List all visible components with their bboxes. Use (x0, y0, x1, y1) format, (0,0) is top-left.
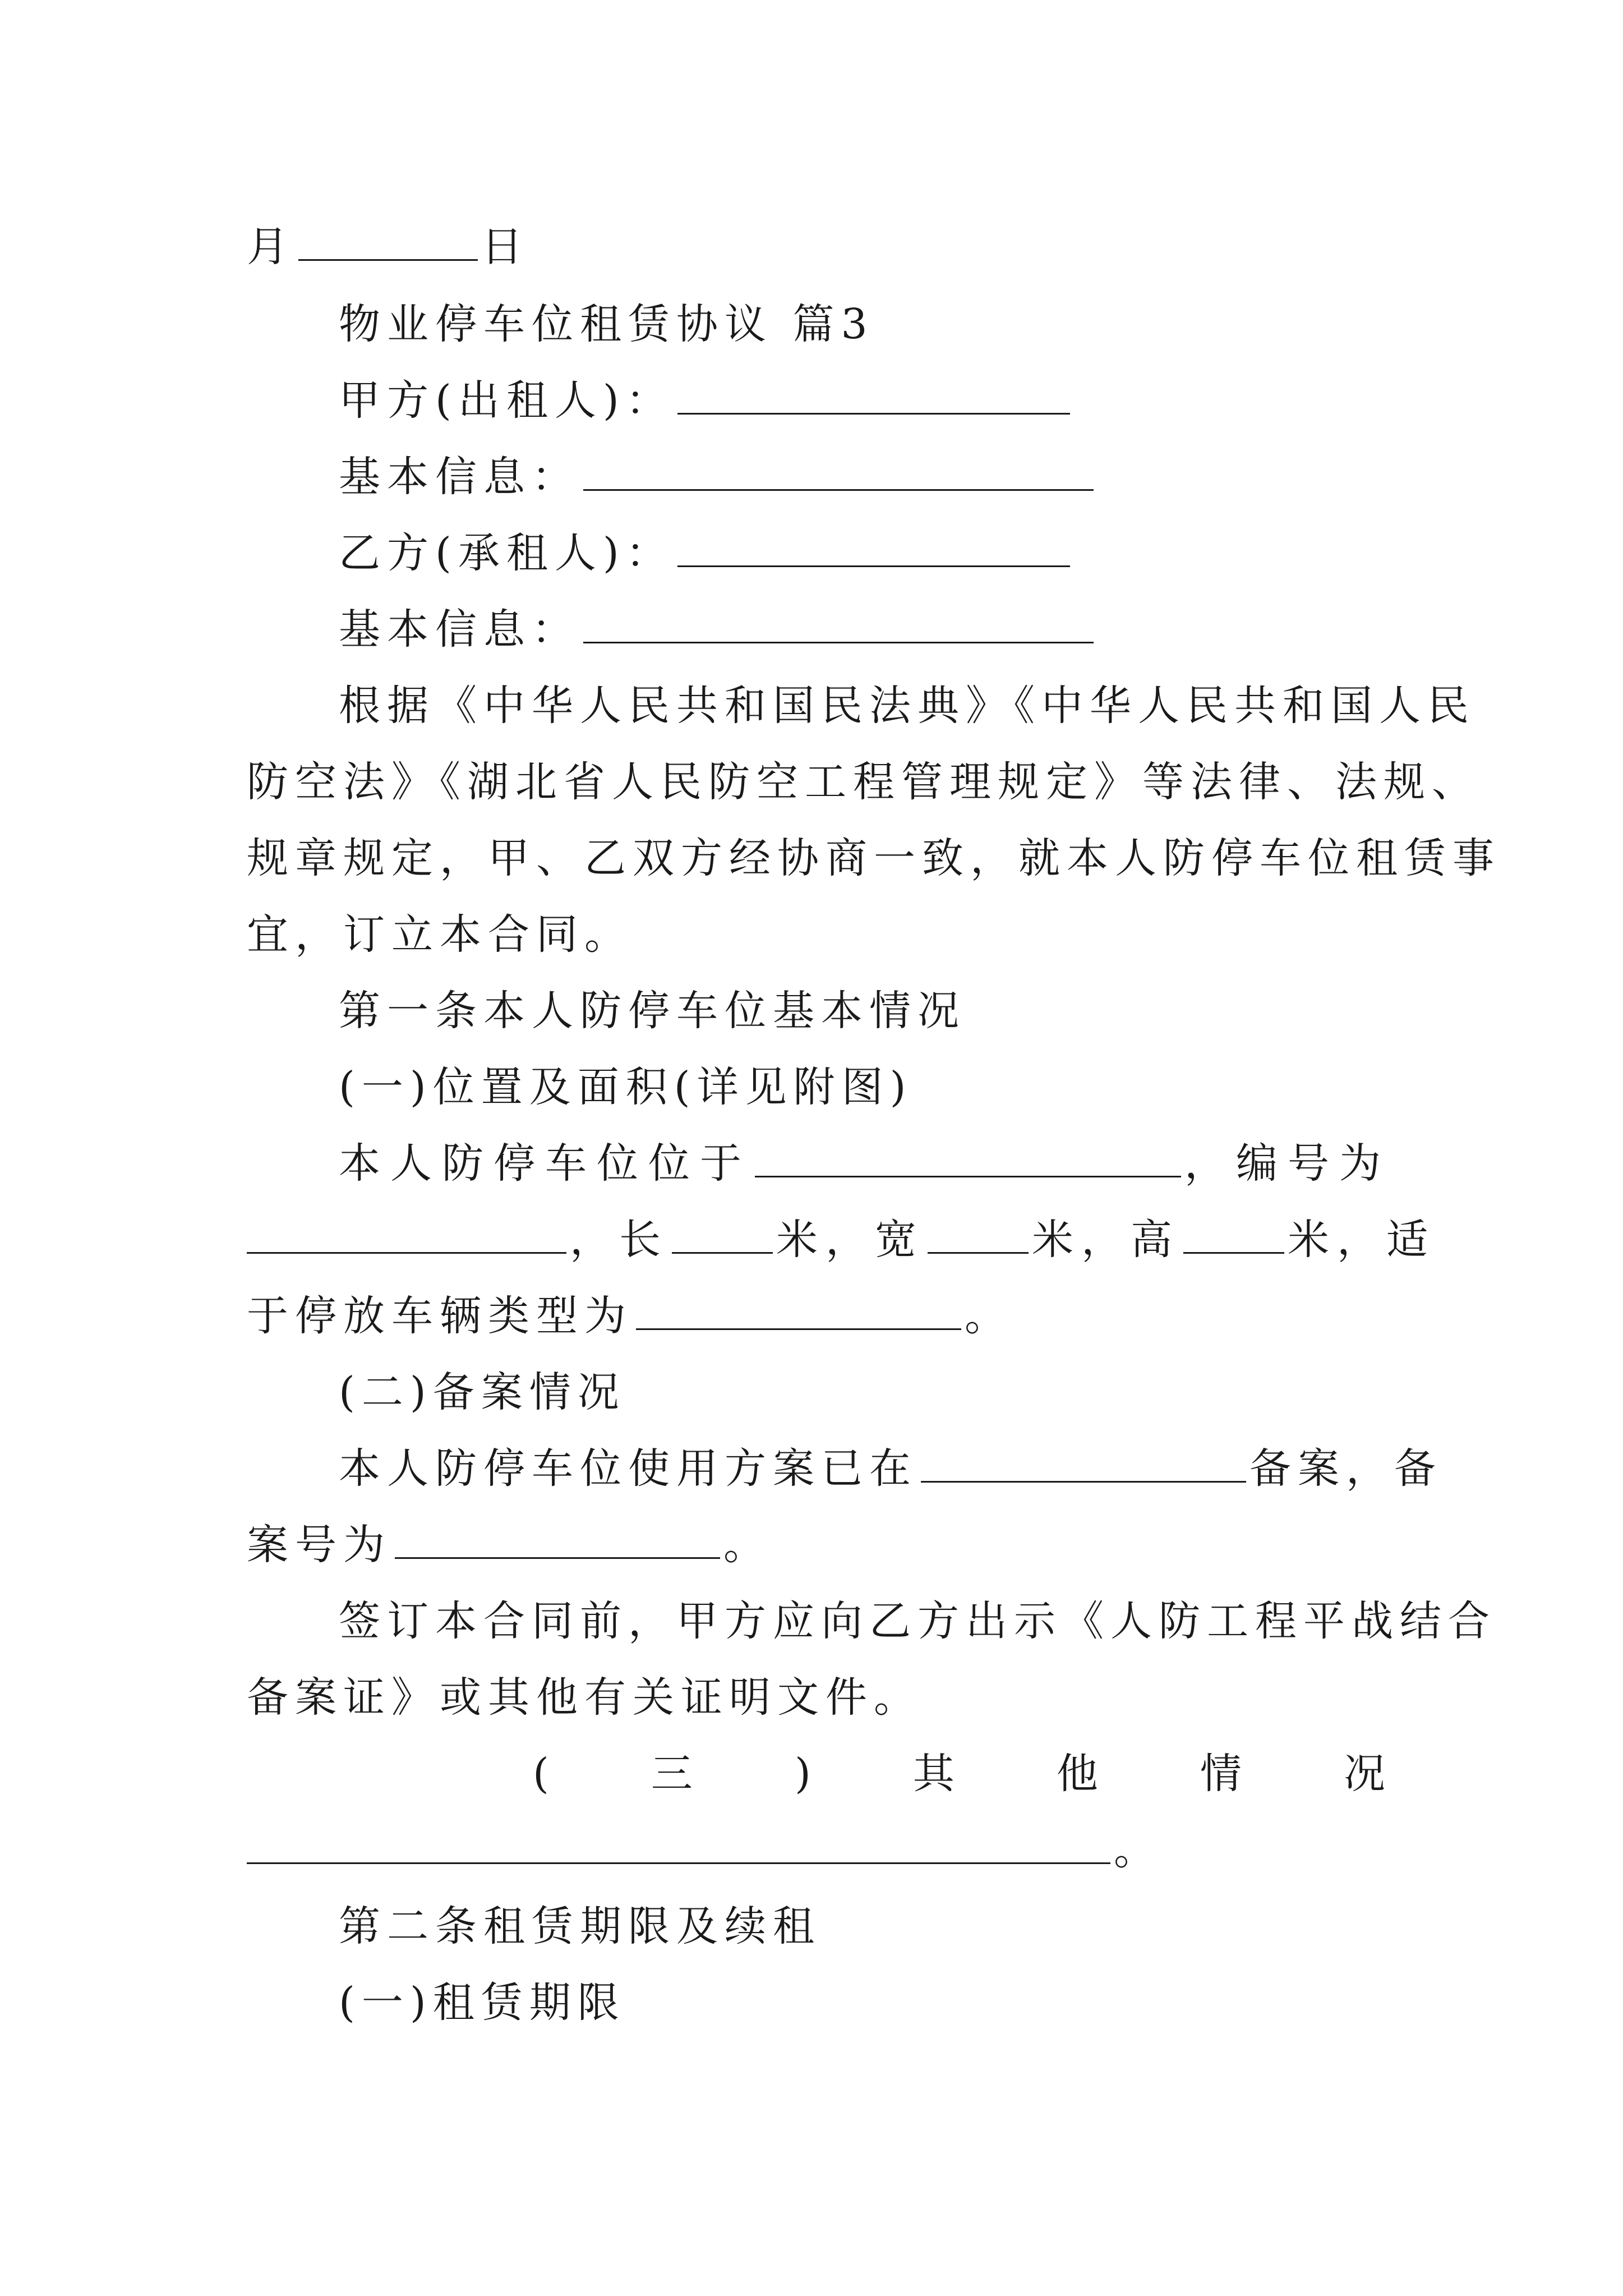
paragraph-line: 备案证》或其他有关证明文件。 (247, 1673, 922, 1722)
location-label: 本人防停车位位于 (339, 1139, 751, 1188)
day-blank (298, 223, 478, 261)
location-line (339, 1135, 1391, 1191)
record-line (339, 1441, 1442, 1497)
record-number-blank (395, 1521, 720, 1559)
heading-char: ) (794, 1750, 811, 1798)
vehicle-type-label: 于停放车辆类型为 (247, 1292, 633, 1340)
number-label: ，编号为 (1184, 1139, 1391, 1188)
party-b-info-line (339, 601, 1385, 657)
number-blank (247, 1216, 566, 1254)
party-a-info-blank (583, 453, 1094, 491)
width-label: 米，宽 (776, 1216, 924, 1264)
width-blank (928, 1216, 1029, 1254)
other-situation-line (247, 1822, 1385, 1878)
paragraph-line: 签订本合同前，甲方应向乙方出示《人防工程平战结合 (339, 1597, 1496, 1645)
basic-info-label: 基本信息： (339, 453, 580, 501)
height-label: 米，高 (1032, 1216, 1180, 1264)
party-b-label: 乙方(承租人)： (339, 529, 674, 577)
party-b-blank (677, 530, 1070, 567)
date-line (247, 219, 1385, 275)
document-title: 物业停车位租赁协议 篇3 (339, 300, 874, 348)
period-mark: 。 (965, 1292, 1013, 1340)
record-place-blank (921, 1445, 1246, 1483)
heading-char: 情 (1200, 1750, 1242, 1798)
party-a-label: 甲方(出租人)： (339, 376, 674, 425)
heading-char: 他 (1056, 1750, 1098, 1798)
heading-char: 况 (1343, 1750, 1385, 1798)
record-label: 本人防停车位使用方案已在 (339, 1444, 917, 1493)
length-label: ，长 (570, 1216, 668, 1264)
article-1-heading: 第一条本人防停车位基本情况 (339, 987, 966, 1035)
heading-char: ( (533, 1750, 549, 1798)
paragraph-line: 宜，订立本合同。 (247, 910, 633, 959)
suitable-label: 米，适 (1288, 1216, 1436, 1264)
paragraph-line: 规章规定，甲、乙双方经协商一致，就本人防停车位租赁事 (247, 834, 1501, 882)
article-2-heading: 第二条租赁期限及续租 (339, 1902, 821, 1950)
period-mark: 。 (1114, 1826, 1162, 1874)
basic-info-label: 基本信息： (339, 605, 580, 654)
party-a-blank (677, 377, 1070, 415)
record-number-label: 案号为 (247, 1521, 391, 1569)
party-a-info-line (339, 449, 1385, 505)
vehicle-type-line (247, 1288, 1385, 1344)
day-label: 日 (481, 223, 529, 271)
party-b-line (339, 525, 1385, 581)
heading-char: 其 (912, 1750, 955, 1798)
section-4-heading: (一)租赁期限 (339, 1978, 626, 2027)
length-blank (672, 1216, 773, 1254)
party-b-info-blank (583, 606, 1094, 643)
record-label-2: 备案，备 (1249, 1444, 1442, 1493)
size-line (247, 1212, 1436, 1268)
heading-char: 三 (651, 1750, 693, 1798)
location-blank (755, 1140, 1181, 1177)
vehicle-type-blank (636, 1292, 961, 1330)
paragraph-line: 防空法》《湖北省人民防空工程管理规定》等法律、法规、 (247, 758, 1480, 806)
paragraph-line: 根据《中华人民共和国民法典》《中华人民共和国人民 (339, 682, 1476, 730)
section-3-heading (533, 1746, 1385, 1802)
month-label: 月 (247, 223, 295, 271)
height-blank (1183, 1216, 1284, 1254)
period-mark: 。 (723, 1521, 772, 1569)
other-situation-blank (247, 1826, 1110, 1864)
record-number-line (247, 1517, 1385, 1573)
section-1-heading: (一)位置及面积(详见附图) (339, 1063, 913, 1111)
party-a-line (339, 372, 1385, 429)
section-2-heading: (二)备案情况 (339, 1368, 626, 1416)
